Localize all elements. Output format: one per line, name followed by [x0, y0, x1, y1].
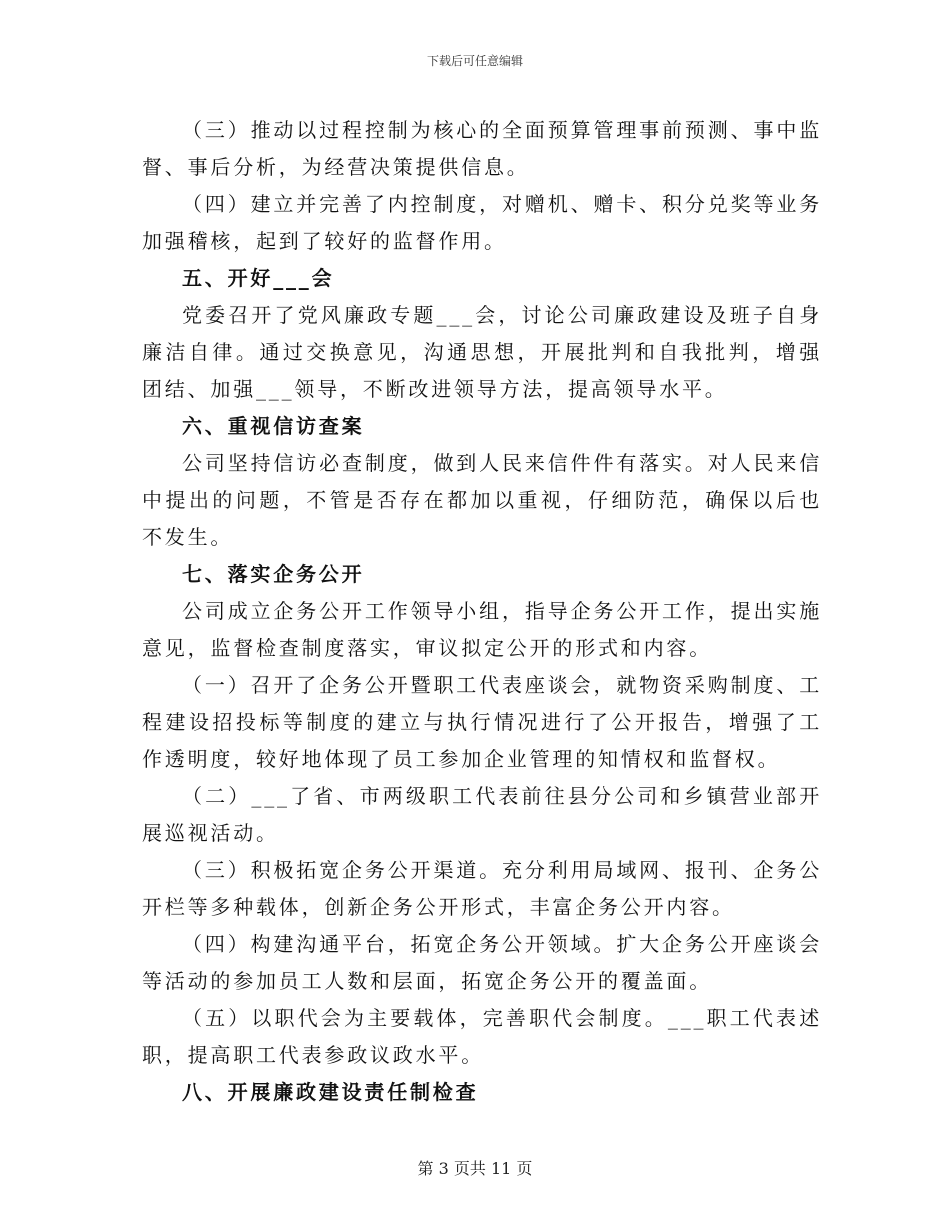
- paragraph: （三）积极拓宽企务公开渠道。充分利用局域网、报刊、企务公开栏等多种载体，创新企务公开形式，丰富企务公开内容。: [142, 858, 822, 919]
- document-body: [142, 112, 822, 1111]
- section-heading: 七、落实企务公开: [182, 562, 365, 586]
- paragraph: 公司成立企务公开工作领导小组，指导企务公开工作，提出实施意见，监督检查制度落实，审议拟定公开的形式和内容。: [142, 599, 822, 660]
- section-heading: 八、开展廉政建设责任制检查: [182, 1080, 479, 1104]
- page-number: 第 3 页共 11 页: [417, 1159, 533, 1178]
- paragraph: （五）以职代会为主要载体，完善职代会制度。___职工代表述职，提高职工代表参政议政水平。: [142, 1006, 822, 1067]
- paragraph: （四）建立并完善了内控制度，对赠机、赠卡、积分兑奖等业务加强稽核，起到了较好的监督作用。: [142, 192, 822, 253]
- section-heading: 五、开好___会: [182, 266, 335, 290]
- section-heading: 六、重视信访查案: [182, 414, 365, 438]
- paragraph: （四）构建沟通平台，拓宽企务公开领域。扩大企务公开座谈会等活动的参加员工人数和层面，拓宽企务公开的覆盖面。: [142, 932, 822, 993]
- paragraph: （一）召开了企务公开暨职工代表座谈会，就物资采购制度、工程建设招投标等制度的建立与执行情况进行了公开报告，增强了工作透明度，较好地体现了员工参加企业管理的知情权和监督权。: [142, 673, 822, 771]
- paragraph: 党委召开了党风廉政专题___会，讨论公司廉政建设及班子自身廉洁自律。通过交换意见，沟通思想，开展批判和自我批判，增强团结、加强___领导，不断改进领导方法，提高领导水平。: [142, 303, 822, 401]
- paragraph: （二）___了省、市两级职工代表前往县分公司和乡镇营业部开展巡视活动。: [142, 784, 822, 845]
- paragraph: （三）推动以过程控制为核心的全面预算管理事前预测、事中监督、事后分析，为经营决策提供信息。: [142, 118, 822, 179]
- page-header: 下载后可任意编辑: [426, 54, 523, 68]
- paragraph: 公司坚持信访必查制度，做到人民来信件件有落实。对人民来信中提出的问题，不管是否存在都加以重视，仔细防范，确保以后也不发生。: [142, 451, 822, 549]
